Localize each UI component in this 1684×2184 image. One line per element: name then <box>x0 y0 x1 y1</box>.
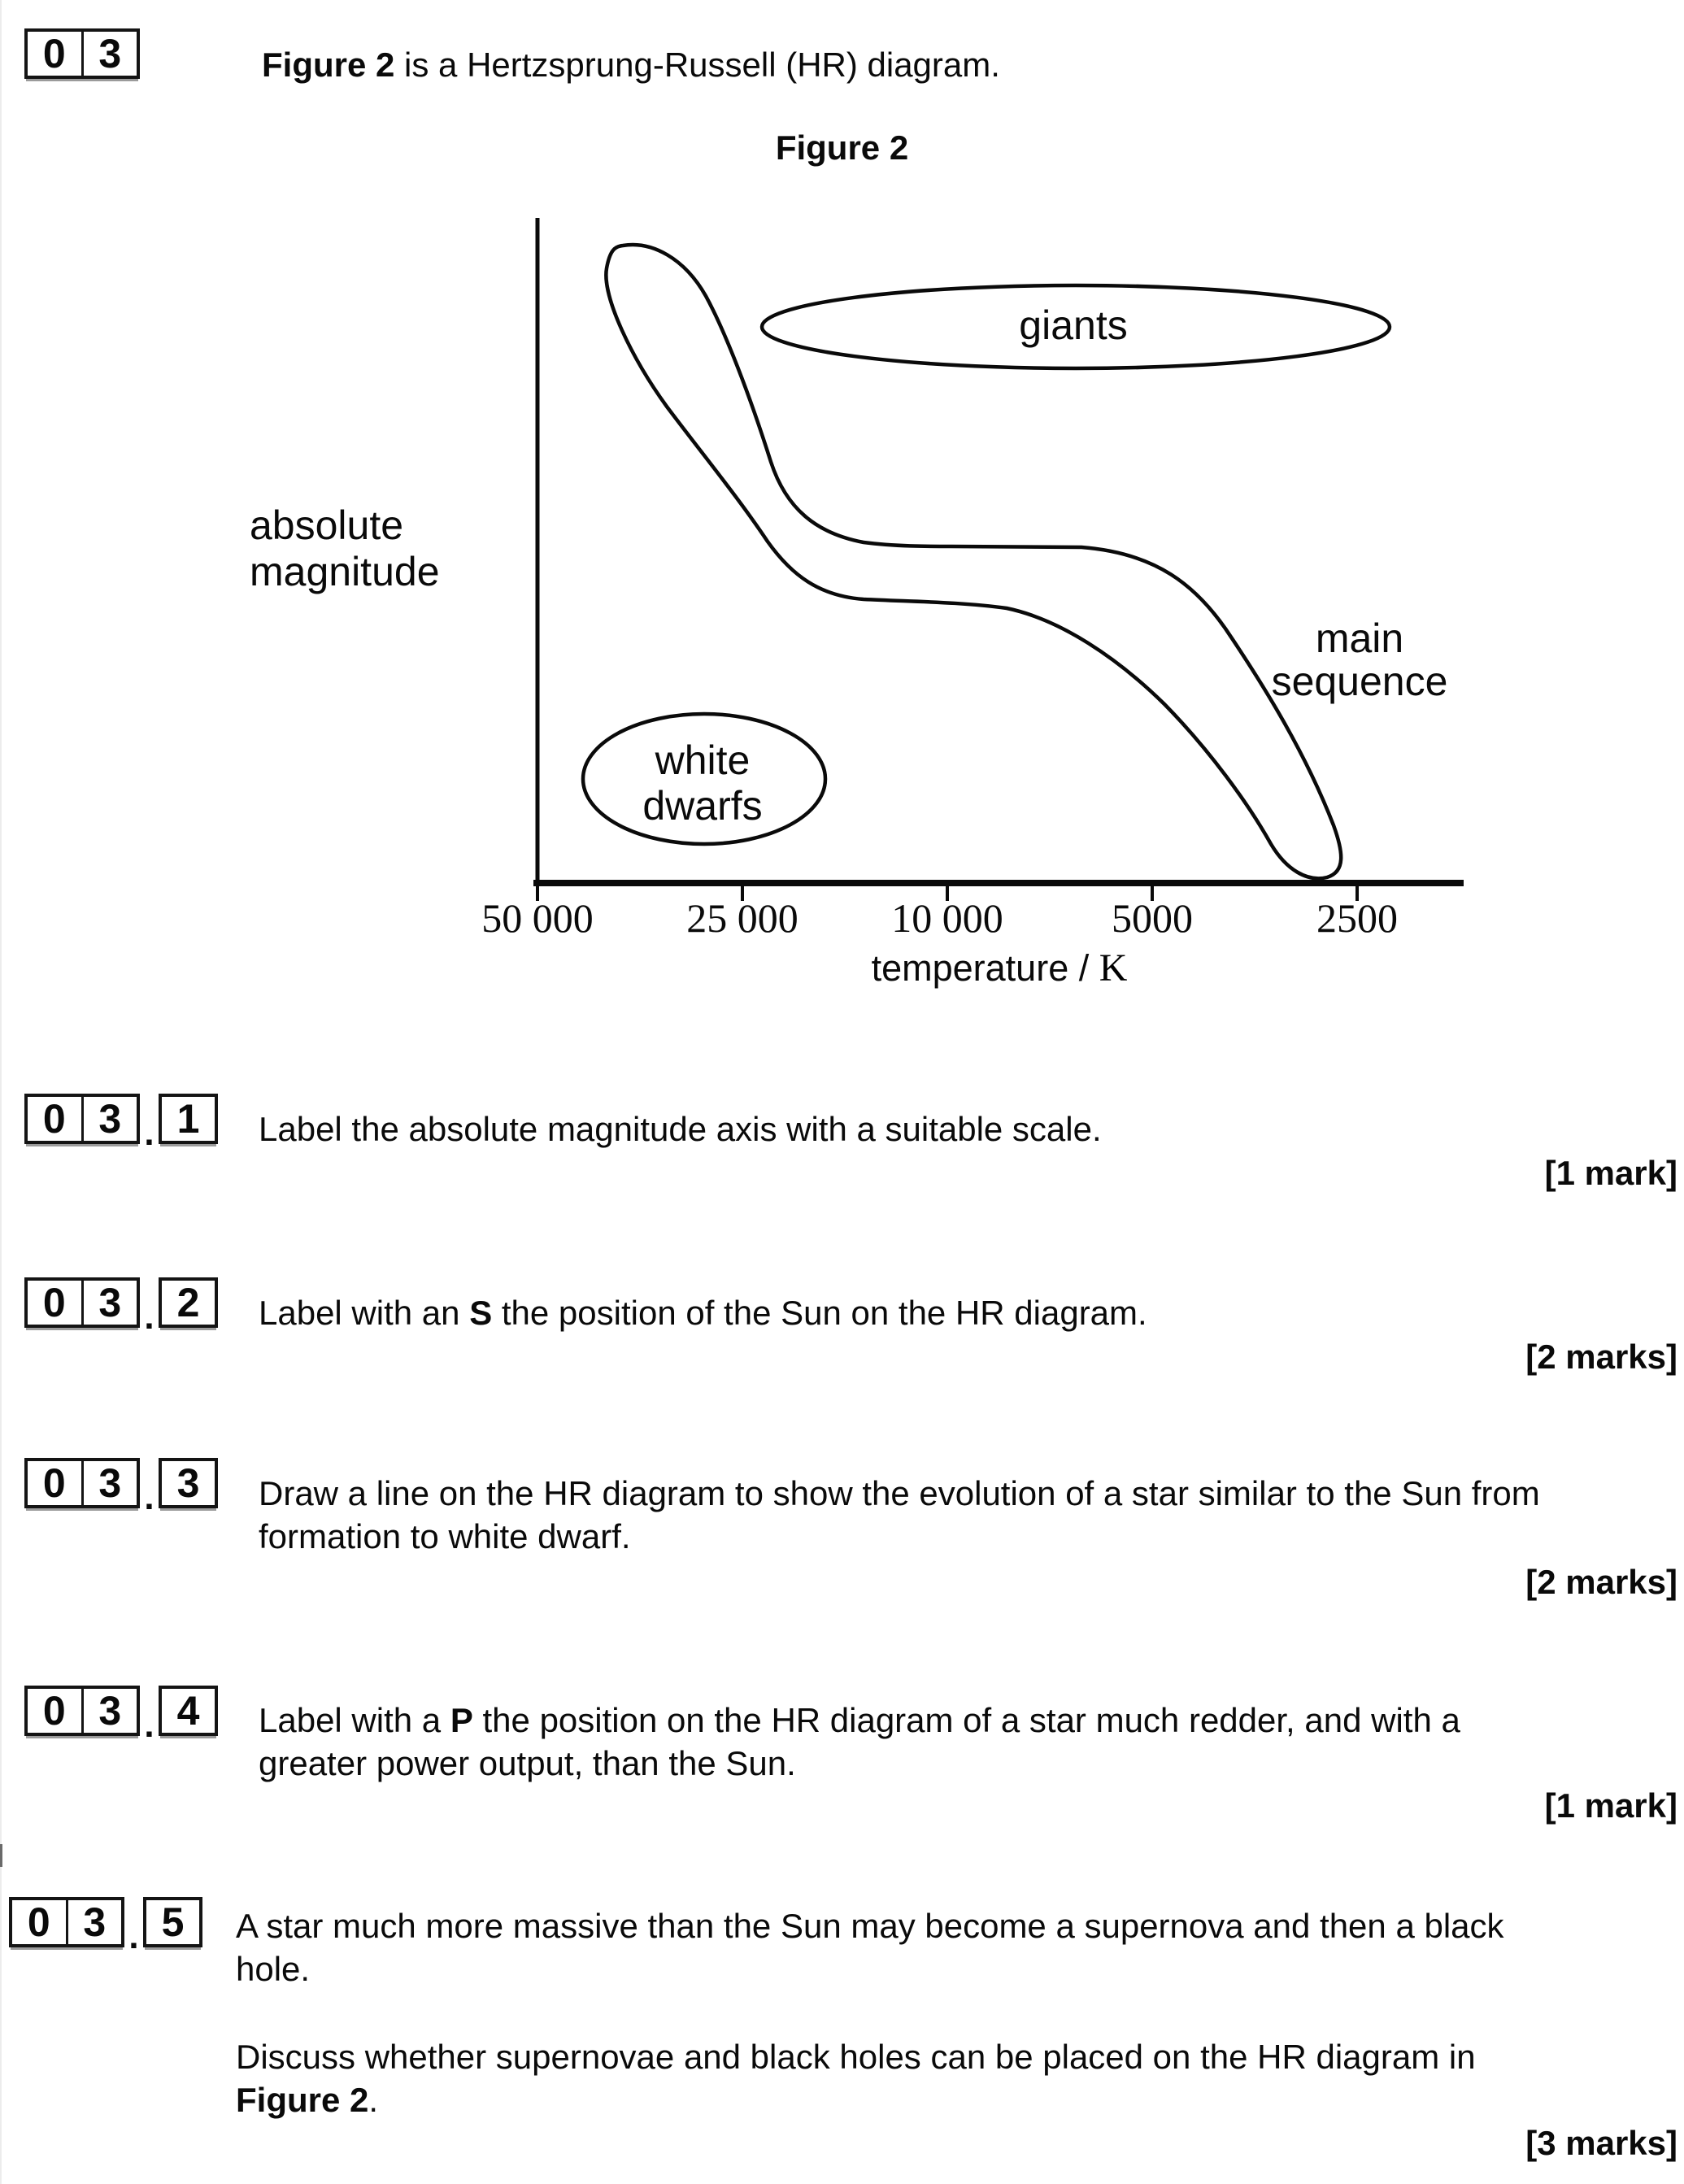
question-text: Label with an <box>259 1294 470 1332</box>
question-id-digit: 3 <box>98 1096 122 1142</box>
question-id-digit: 3 <box>159 1458 218 1508</box>
question-id-pair <box>24 1094 140 1144</box>
question-id-03-1 <box>24 1094 218 1153</box>
question-id-separator: . <box>144 1705 154 1745</box>
question-id-03-4 <box>24 1686 218 1745</box>
question-id-pair <box>24 1458 140 1508</box>
question-03-4-marks: [1 mark] <box>1544 1786 1677 1825</box>
tick-label-10000: 10 000 <box>891 895 1003 941</box>
question-id-separator: . <box>144 1113 154 1153</box>
question-text-bold: S <box>469 1294 493 1332</box>
white-dwarfs-label-line1: white <box>655 737 751 783</box>
tick-label-2500: 2500 <box>1316 895 1398 941</box>
question-03-1-text: Label the absolute magnitude axis with a suitable scale. <box>259 1110 1102 1148</box>
question-text: Label with a <box>259 1701 450 1739</box>
y-axis-label-line1: absolute <box>250 502 404 548</box>
question-id-separator: . <box>128 1916 139 1956</box>
question-03-5-text-line1: A star much more massive than the Sun may become a supernova and then a black <box>236 1907 1504 1945</box>
question-03-3-marks: [2 marks] <box>1525 1563 1677 1601</box>
question-id-03-3 <box>24 1458 218 1517</box>
tick-label-50000: 50 000 <box>481 895 594 941</box>
question-id-separator: . <box>144 1477 154 1517</box>
intro-text: is a Hertzsprung-Russell (HR) diagram. <box>394 46 1000 84</box>
question-id-digit: 3 <box>98 1460 122 1506</box>
question-id-pair <box>24 1277 140 1328</box>
question-id-pair <box>9 1897 124 1947</box>
question-text: . <box>368 2081 379 2119</box>
question-id-digit: 2 <box>159 1277 218 1328</box>
figure-reference: Figure 2 <box>236 2081 369 2119</box>
white-dwarfs-label-line2: dwarfs <box>642 783 763 829</box>
question-text: the position of the Sun on the HR diagram. <box>492 1294 1147 1332</box>
question-03-1-marks: [1 mark] <box>1544 1154 1677 1192</box>
question-03-2-marks: [2 marks] <box>1525 1338 1677 1376</box>
question-text: the position on the HR diagram of a star much redder, and with a <box>472 1701 1460 1739</box>
question-id-digit: 0 <box>28 1097 84 1141</box>
question-id-03-5 <box>9 1897 202 1956</box>
question-03-5-text-line2: hole. <box>236 1950 311 1988</box>
question-id-digit: 0 <box>28 1689 84 1733</box>
x-axis-label-text: temperature / <box>871 947 1099 989</box>
question-number-digit: 3 <box>98 31 122 76</box>
question-03-4-text-line1 <box>259 1699 1460 1742</box>
question-id-digit: 3 <box>98 1688 122 1734</box>
question-03-2-text <box>259 1291 1147 1334</box>
question-03-5-marks: [3 marks] <box>1525 2124 1677 2162</box>
figure-title: Figure 2 <box>775 128 909 167</box>
main-sequence-label-line1: main <box>1315 616 1404 661</box>
question-id-pair <box>24 1686 140 1736</box>
question-03-5-text-line4 <box>236 2078 378 2121</box>
question-03-3-text-line2: formation to white dwarf. <box>259 1517 631 1555</box>
question-id-digit: 0 <box>12 1900 68 1944</box>
question-id-digit: 3 <box>83 1899 107 1945</box>
question-id-digit: 1 <box>159 1094 218 1144</box>
question-id-03-2 <box>24 1277 218 1337</box>
question-text-bold: P <box>450 1701 473 1739</box>
giants-label: giants <box>1019 302 1128 348</box>
question-id-digit: 0 <box>28 1461 84 1505</box>
question-id-digit: 0 <box>28 1281 84 1325</box>
question-number-digit: 0 <box>28 32 84 76</box>
main-sequence-label-line2: sequence <box>1271 659 1448 704</box>
x-axis-label-unit: K <box>1099 946 1128 990</box>
question-id-separator: . <box>144 1297 154 1337</box>
question-id-digit: 5 <box>143 1897 202 1947</box>
question-id-digit: 3 <box>98 1280 122 1325</box>
tick-label-25000: 25 000 <box>686 895 798 941</box>
x-axis-label <box>872 946 1128 990</box>
tick-label-5000: 5000 <box>1112 895 1193 941</box>
question-id-digit: 4 <box>159 1686 218 1736</box>
question-03-5-text-line3: Discuss whether supernovae and black holes can be placed on the HR diagram in <box>236 2038 1476 2076</box>
question-03-4-text-line2: greater power output, than the Sun. <box>259 1744 796 1782</box>
y-axis-label-line2: magnitude <box>250 549 440 594</box>
question-03-3-text-line1: Draw a line on the HR diagram to show the evolution of a star similar to the Sun from <box>259 1474 1540 1512</box>
figure-reference: Figure 2 <box>262 46 395 84</box>
